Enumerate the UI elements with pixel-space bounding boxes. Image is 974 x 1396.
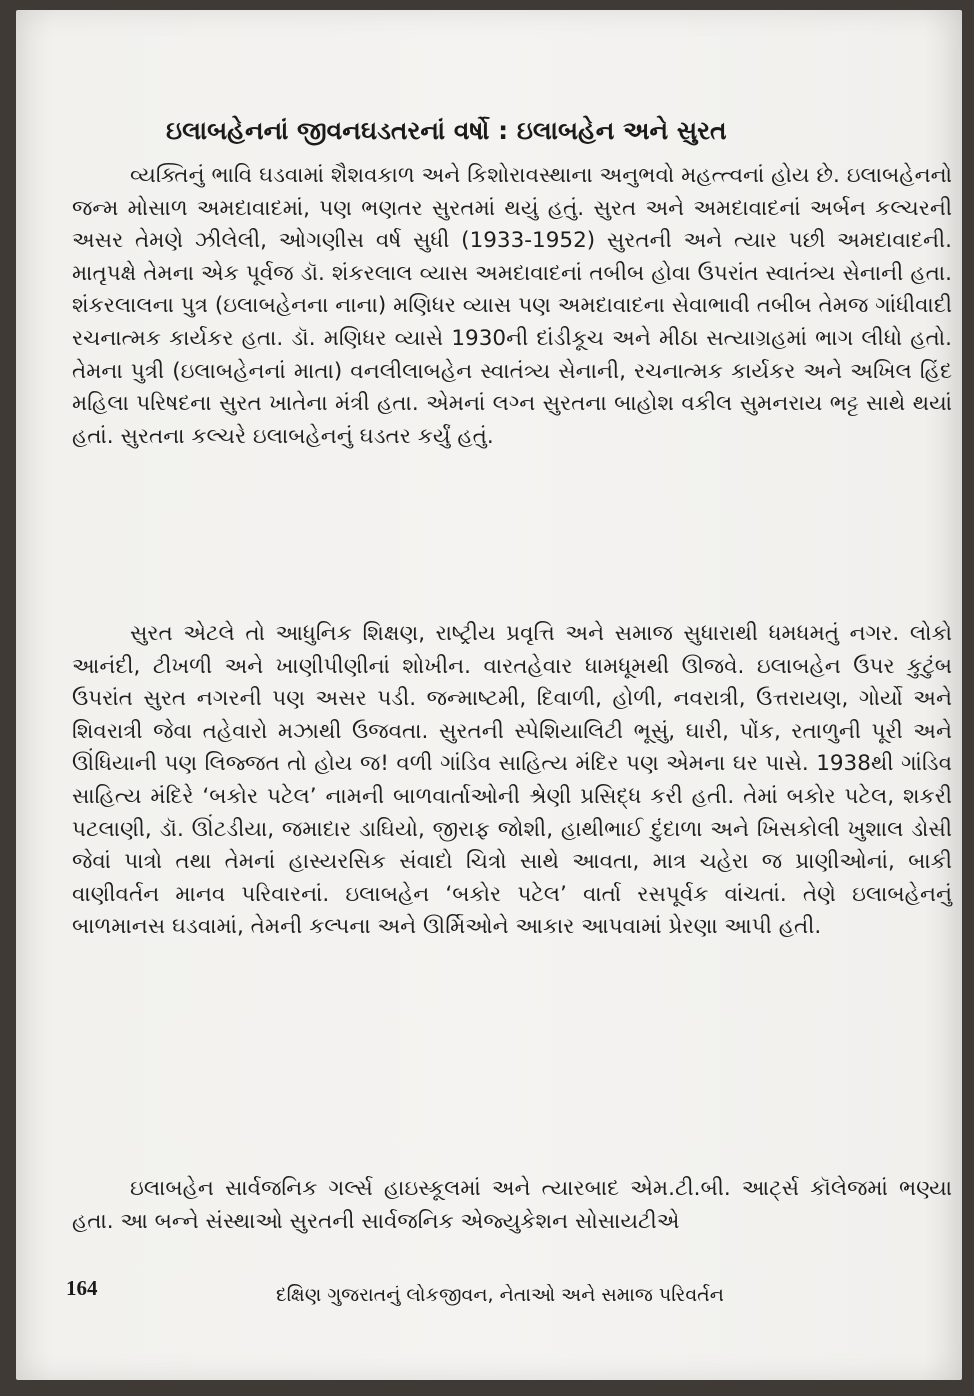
page-footer [16, 1262, 962, 1396]
paragraph-3: ઇલાબહેન સાર્વજનિક ગર્લ્સ હાઇસ્કૂલમાં અને ત્યારબાદ એમ.ટી.બી. આર્ટ્સ કૉલેજમાં ભણ્યા હતા. આ બન્ને સંસ્થાઓ સુરતની સાર્વજનિક એજ્યુકેશન સોસાયટીએ [72, 1176, 952, 1234]
running-footer-title: દક્ષિણ ગુજરાતનું લોકજીવન, નેતાઓ અને સમાજ પરિવર્તન [276, 1284, 724, 1306]
paragraph-1: વ્યક્તિનું ભાવિ ઘડવામાં શૈશવકાળ અને કિશોરાવસ્થાના અનુભવો મહત્ત્વનાં હોય છે. ઇલાબહેનનો જન્મ મોસાળ અમદાવાદમાં, પણ ભણતર સુરતમાં થયું હતું. સુરત અને અમદાવાદનાં અર્બન કલ્ચરની અસર તેમણે ઝીલેલી, ઓગણીસ વર્ષ સુધી (1933-1952) સુરતની અને ત્યાર પછી અમદાવાદની. માતૃપક્ષે તેમના એક પૂર્વજ ડૉ. શંકરલાલ વ્યાસ અમદાવાદનાં તબીબ હોવા ઉપરાંત સ્વાતંત્ર્ય સેનાની હતા. શંકરલાલના પુત્ર (ઇલાબહેનના નાના) મણિધર વ્યાસ પણ અમદાવાદના સેવાભાવી તબીબ તેમજ ગાંધીવાદી રચનાત્મક કાર્યકર હતા. ડૉ. મણિધર વ્યાસે 1930ની દાંડીકૂચ અને મીઠા સત્યાગ્રહમાં ભાગ લીધો હતો. તેમના પુત્રી (ઇલાબહેનનાં માતા) વનલીલાબહેન સ્વાતંત્ર્ય સેનાની, રચનાત્મક કાર્યકર અને અખિલ હિંદ મહિલા પરિષદના સુરત ખાતેના મંત્રી હતા. એમનાં લગ્ન સુરતના બાહોશ વકીલ સુમનરાય ભટ્ટ સાથે થયાં હતાં. સુરતના કલ્ચરે ઇલાબહેનનું ઘડતર કર્યું હતું. [72, 163, 952, 449]
book-page [16, 10, 962, 1380]
chapter-heading: ઇલાબહેનનાં જીવનઘડતરનાં વર્ષો : ઇલાબહેન અને સુરત [166, 116, 727, 145]
page-number: 164 [66, 1276, 98, 1300]
paragraph-2: સુરત એટલે તો આધુનિક શિક્ષણ, રાષ્ટ્રીય પ્રવૃત્તિ અને સમાજ સુધારાથી ધમધમતું નગર. લોકો આનંદી, ટીખળી અને ખાણીપીણીનાં શોખીન. વારતહેવાર ધામધૂમથી ઊજવે. ઇલાબહેન ઉપર કુટુંબ ઉપરાંત સુરત નગરની પણ અસર પડી. જન્માષ્ટમી, દિવાળી, હોળી, નવરાત્રી, ઉત્તરાયણ, ગોર્યો અને શિવરાત્રી જેવા તહેવારો મઝાથી ઉજવતા. સુરતની સ્પેશિયાલિટી ભૂસું, ઘારી, પોંક, રતાળુની પૂરી અને ઊંધિયાની પણ લિજ્જત તો હોય જ! વળી ગાંડિવ સાહિત્ય મંદિર પણ એમના ઘર પાસે. 1938થી ગાંડિવ સાહિત્ય મંદિરે ‘બકોર પટેલ’ નામની બાળવાર્તાઓની શ્રેણી પ્રસિદ્ધ કરી હતી. તેમાં બકોર પટેલ, શકરી પટલાણી, ડૉ. ઊંટડીયા, જમાદાર ડાઘિયો, જીરાફ જોશી, હાથીભાઈ દુંદાળા અને ખિસકોલી ખુશાલ ડોસી જેવાં પાત્રો તથા તેમનાં હાસ્યરસિક સંવાદો ચિત્રો સાથે આવતા, માત્ર ચહેરા જ પ્રાણીઓનાં, બાકી વાણીવર્તન માનવ પરિવારનાં. ઇલાબહેન ‘બકોર પટેલ’ વાર્તા રસપૂર્વક વાંચતાં. તેણે ઇલાબહેનનું બાળમાનસ ઘડવામાં, તેમની કલ્પના અને ઊર્મિઓને આકાર આપવામાં પ્રેરણા આપી હતી. [72, 621, 952, 940]
